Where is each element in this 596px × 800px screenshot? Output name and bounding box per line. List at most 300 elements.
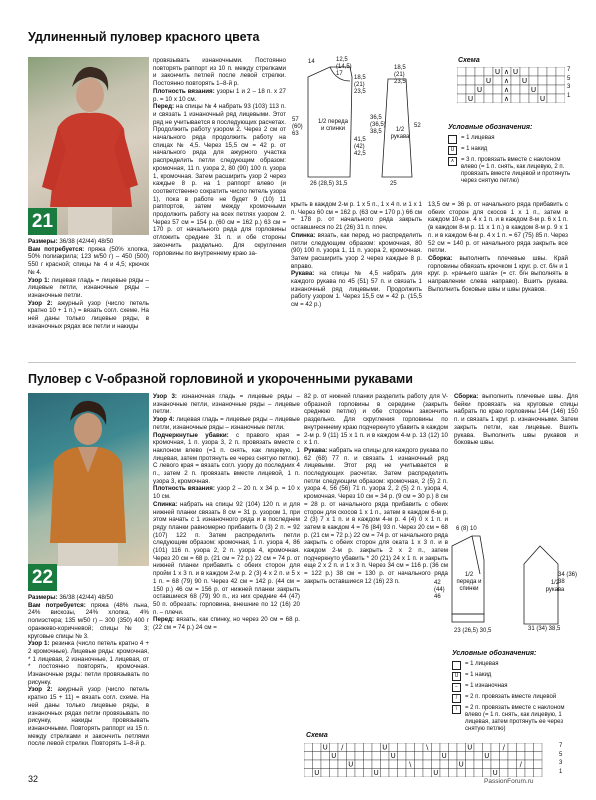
chart-symbol: / xyxy=(341,743,344,752)
legend-text: = 1 накид xyxy=(461,146,488,152)
chart-cell xyxy=(398,760,407,769)
chart-row-numbers-2 xyxy=(559,742,562,776)
paragraph-heading: Узор 1: xyxy=(28,640,52,648)
dim-side-a: 57 (60) 63 xyxy=(292,117,303,137)
chart-cell xyxy=(493,94,502,103)
chart-cell xyxy=(556,94,565,103)
chart-cell xyxy=(556,67,565,76)
chart-cell xyxy=(547,94,556,103)
chart-cell xyxy=(432,743,441,752)
row-number: 1 xyxy=(559,768,563,775)
legend-text: = 3 п. провязать вместе с наклоном влево (= 1 п. снять, как лицевую, 2 п. провязать вместе лицевой и протянуть через снятую петлю) xyxy=(461,157,571,184)
paragraph-text: пряжа (50% хлопка, 50% полиакрила; 123 м/50 г) – 450 (500) 550 г красной; спицы № 4 и 4,5; крючок № 4. xyxy=(28,245,149,276)
paragraph-text: выполнить плечевые швы. Для бейки провязать на круговые спицы набрать по краю горловины 144 (146) 150 п. и связать 1 круг. р. изнаночными. Затем закрыть петли, как лицевые. Вшить рукава. Выполнить швы рукавов и боковые швы. xyxy=(454,393,578,447)
chart-cell xyxy=(423,752,432,761)
chart-cell xyxy=(449,752,458,761)
chart-cell xyxy=(372,752,381,761)
section-divider xyxy=(28,362,576,363)
chart-cell xyxy=(432,752,441,761)
chart-cell xyxy=(466,67,475,76)
chart-cell xyxy=(517,743,526,752)
chart-cell xyxy=(493,76,502,85)
chart-cell xyxy=(475,76,484,85)
paragraph xyxy=(153,616,300,631)
paragraph-text: пряжа (48% льна, 24% вискозы, 24% хлопка, 4% полиэстера; 135 м/50 г) – 300 (350) 400 г оранжево-коричневой; спицы № 3; круговые спицы № 3. xyxy=(28,601,149,640)
paragraph-text: на спицы № 4 набрать 93 (103) 113 п. и связать 1 изнаночный ряд лицевыми. Этот ряд не учитывается в последующих расчетах. Продолжить работу узором 2. Через 2 см от начального ряда продолжить работу на спицах № 4,5. Через 15,5 см = 42 р. от начального ряда для ажурного участка распределить петли следующим образом: кромочная, 11 п. узора 2, 80 (90) 100 п. узора 1, кромочная. Затем расширить узор 2 через каждые 8 р. на 1 раппорт влево (и соответственно сократить число петель узора 1), пока в работе не будет 9 (10) 11 раппортов, затем между кромочными продолжить работу на всех петлях узором 2. Через 57 см = 154 р. (60 см = 162 р.) 63 см = 170 р. от начального ряда для горловины отложить средние 31 п. и обе стороны закончить раздельно. Для скругления горловины по внутреннему краю за- xyxy=(153,103,286,257)
legend-symbol xyxy=(448,135,457,144)
chart-cell xyxy=(534,769,543,778)
chart-symbol: U xyxy=(433,769,439,777)
chart-cell xyxy=(355,743,364,752)
paragraph-text: набрать на спицы для каждого рукава по 62 (68) 77 п. и связать 1 изнаночный ряд лицевыми. Этот ряд не учитывается в последующих расчетах. Затем распределить петли следующим образом: кромочная, 2 (5) 2 п. узора 4, 56 (56) 71 п. узора 2, 2 (5) 2 п. узора 4, кромочная. Через 10 см = 34 р. (9 см = 30 р.) 8 см = 28 р. от начального ряда прибавить с обеих сторон для скосов 1 х 1 п., затем в каждом 6-м р. 2 (3) 7 х 1 п. и в каждом 4-м р. 4 (4) 0 х 1 п. и затем в каждом 4 = 76 (84) 93 п. Через 20 см = 68 р. (21 см = 72 р.) 22 см = 74 р. от начального ряда закрыть с обеих сторон для оката 1 х 3 п. и в каждом 2-м р. закрыть 2 х 2 п., затем подчеркнуто убавить * 20 (21) 24 х 1 п. и закрыть еще 2 х 2 п. и 1 х 3 п. Через 34 см = 116 р. (36 см = 122 р.) 38 см = 130 р. от начального ряда закрыть оставшиеся 12 (16) 23 п. xyxy=(304,446,448,585)
chart-cell xyxy=(449,743,458,752)
paragraph xyxy=(28,238,149,246)
chart-cell xyxy=(483,760,492,769)
chart-cell xyxy=(511,76,520,85)
paragraph xyxy=(28,640,149,686)
section-title-v-neck-pullover: Пуловер с V-образной горловиной и укороченными рукавами xyxy=(28,372,413,386)
paragraph xyxy=(28,686,149,748)
section-title-red-pullover: Удлиненный пуловер красного цвета xyxy=(28,30,260,44)
chart-cell xyxy=(398,752,407,761)
legend-symbol: / xyxy=(452,694,461,703)
chart-cell xyxy=(475,94,484,103)
chart-cell xyxy=(538,76,547,85)
legend-item xyxy=(452,694,582,703)
chart-cell xyxy=(466,85,475,94)
chart-cell xyxy=(474,752,483,761)
legend-text: = 1 накид xyxy=(465,672,492,678)
chart-cell xyxy=(493,85,502,94)
paragraph-text: вязать, как спинку, но через 20 см = 68 р. (22 см = 74 р.) 24 см = xyxy=(153,616,300,632)
paragraph xyxy=(153,432,300,486)
paragraph: провязывать изнаночными. Постоянно повторять раппорт из 10 п. между стрелками и закончить петлей после левой стрелки. Постоянно повторять 1–8-й р. xyxy=(153,57,286,88)
chart-cell xyxy=(415,752,424,761)
chart-cell xyxy=(525,752,534,761)
paragraph-text: лицевая гладь = лицевые ряды – лицевые петли, изнаночные ряды – изнаночные петли. xyxy=(28,276,149,299)
chart-cell xyxy=(338,752,347,761)
paragraph-text: изнаночная гладь = лицевые ряды – изнаночные петли, изнаночные ряды – лицевые петли. xyxy=(153,393,300,416)
dim-top-a: 14 xyxy=(308,59,315,65)
paragraph-heading: Вам потребуется: xyxy=(28,601,92,609)
chart-cell xyxy=(457,743,466,752)
legend-item xyxy=(452,683,582,692)
text-column-1 xyxy=(28,594,149,748)
paragraph-heading: Сборка: xyxy=(428,254,460,262)
chart-cell xyxy=(347,743,356,752)
chart-cell xyxy=(491,752,500,761)
row-number: 5 xyxy=(559,751,563,758)
dim-side-b: 41,5 (42) 42,5 xyxy=(354,137,366,157)
chart-cell xyxy=(484,94,493,103)
chart-cell xyxy=(474,743,483,752)
paragraph: 13,5 см = 36 р. от начального ряда прибавить с обеих сторон для скосов 1 х 1 п., затем в каждом 10-м р. 4 х 1 п. и в каждом 8-м р. 6 х 1 п. (в каждом 8-м р. 11 х 1 п.) в каждом 8-м р. 9 х 1 п. и в каждом 6-м р. 4 х 1 п. = 67 (75) 85 п. Через 52 см = 140 р. от начального ряда закрыть все петли. xyxy=(428,201,568,255)
chart-cell xyxy=(511,85,520,94)
chart-cell xyxy=(500,760,509,769)
chart-cell xyxy=(484,67,493,76)
paragraph xyxy=(28,300,149,331)
chart-cell xyxy=(538,67,547,76)
chart-cell xyxy=(529,76,538,85)
model-illustration xyxy=(28,393,149,566)
chart-symbol: ∧ xyxy=(503,76,510,86)
chart-symbol: \ xyxy=(409,760,412,769)
chart-cell xyxy=(381,752,390,761)
site-watermark: PassionForum.ru xyxy=(484,778,534,785)
paragraph xyxy=(153,416,300,431)
dim-waist: 26 (28,5) 31,5 xyxy=(310,181,348,187)
paragraph-text: ажурный узор (число петель кратно 10 + 1 п.) = вязать согл. схеме. На ней даны только лицевые ряды, в изнаночных рядах все петли и накиды xyxy=(28,299,149,330)
chart-cell xyxy=(330,760,339,769)
paragraph-heading: Перед: xyxy=(153,616,177,624)
label-front-back: 1/2 переда и спинки xyxy=(318,119,348,132)
chart-cell xyxy=(457,769,466,778)
chart-cell xyxy=(484,85,493,94)
chart-symbol: U xyxy=(492,769,498,777)
chart-cell xyxy=(330,743,339,752)
chart-symbol: U xyxy=(521,76,528,86)
paragraph xyxy=(454,393,578,447)
paragraph xyxy=(153,103,286,257)
chart-cell xyxy=(538,85,547,94)
chart-symbol: U xyxy=(485,76,492,86)
chart-cell xyxy=(466,76,475,85)
chart-symbol: ∧ xyxy=(503,85,510,95)
chart-cell xyxy=(511,94,520,103)
text-column-2 xyxy=(153,393,300,632)
paragraph-heading: Размеры: xyxy=(28,594,60,601)
legend-symbol: \ xyxy=(452,705,461,714)
legend-item xyxy=(452,672,582,681)
chart-symbol: U xyxy=(390,752,396,761)
chart-cell xyxy=(525,760,534,769)
pattern-diagram-1 xyxy=(290,57,425,197)
chart-cell xyxy=(534,752,543,761)
paragraph-text: узоры 1 и 2 – 18 п. х 27 р. = 10 х 10 см. xyxy=(153,87,286,103)
chart-cell xyxy=(508,743,517,752)
knitting-chart-1 xyxy=(457,67,565,108)
chart-cell xyxy=(304,743,313,752)
chart-cell xyxy=(449,769,458,778)
chart-symbol: U xyxy=(314,769,320,777)
paragraph-heading: Узор 2: xyxy=(28,686,58,694)
chart-cell xyxy=(381,769,390,778)
dim-top-c: 12,5 (14,5) 17 xyxy=(336,57,352,77)
chart-cell xyxy=(517,769,526,778)
chart-cell xyxy=(398,769,407,778)
chart-cell xyxy=(500,769,509,778)
chart-symbol: U xyxy=(348,760,354,769)
chart-cell xyxy=(483,743,492,752)
chart-cell xyxy=(389,760,398,769)
chart-symbol: U xyxy=(458,760,464,769)
chart-cell xyxy=(534,743,543,752)
chart-cell xyxy=(398,743,407,752)
dim-height: 42 (44) 46 xyxy=(434,580,445,600)
legend-title-1: Условные обозначения: xyxy=(448,124,533,131)
legend-symbol xyxy=(452,661,461,670)
paragraph-text: лицевая гладь = лицевые ряды – лицевые петли, изнаночные ряды – изнаночные петли. xyxy=(153,416,300,431)
dim-sleeve-bottom: 25 xyxy=(390,181,397,187)
row-number: 7 xyxy=(559,743,563,749)
paragraph-heading: Узор 3: xyxy=(153,393,182,400)
chart-cell xyxy=(457,85,466,94)
text-column-4 xyxy=(428,201,568,293)
legend-list-2 xyxy=(452,661,582,735)
chart-cell xyxy=(415,760,424,769)
dim-sleeve-side: 36,5 (36,5) 38,5 xyxy=(370,115,386,135)
chart-cell xyxy=(372,760,381,769)
paragraph-heading: Узор 4: xyxy=(153,416,177,424)
chart-cell xyxy=(508,769,517,778)
chart-cell xyxy=(440,743,449,752)
chart-cell xyxy=(475,67,484,76)
chart-cell xyxy=(508,760,517,769)
chart-symbol: U xyxy=(539,94,546,103)
dim-top: 6 (8) 10 xyxy=(456,526,477,532)
chart-cell xyxy=(466,769,475,778)
chart-cell xyxy=(406,769,415,778)
paragraph xyxy=(153,88,286,103)
row-number: 1 xyxy=(567,92,571,99)
paragraph-heading: Размеры: xyxy=(28,238,60,245)
chart-cell xyxy=(520,67,529,76)
paragraph: 82 р. от нижней планки разделить работу для V-образной горловины в середине (закрыть среднюю петлю) и обе стороны закончить раздельно. Для скругления горловины по внутреннему краю подчеркнуто убавить в каждом 2-м р. 9 (11) 15 х 1 п. и в каждом 4-м р. 13 (12) 10 х 1 п. xyxy=(304,393,448,447)
schema-title-1: Схема xyxy=(458,57,480,64)
paragraph-heading: Сборка: xyxy=(454,393,483,400)
legend-title-2: Условные обозначения: xyxy=(452,650,537,657)
chart-cell xyxy=(406,752,415,761)
chart-cell xyxy=(491,760,500,769)
legend-item xyxy=(452,661,582,670)
paragraph-text: 36/38 (42/44) 48/50 xyxy=(59,238,114,245)
text-column-2 xyxy=(153,57,286,257)
paragraph-heading: Плотность вязания: xyxy=(153,87,217,95)
paragraph-text: вязать, как перед, но распределить петли следующим образом: кромочная, 80 (90) 100 п. узора 1, 11 п. узора 2, кромочная. Затем расширить узор 2 через каждые 8 р. вправо. xyxy=(291,231,422,270)
paragraph-heading: Узор 1: xyxy=(28,276,52,284)
dim-mid-a: 18,5 (21) 23,5 xyxy=(354,75,366,95)
chart-symbol: U xyxy=(484,752,490,761)
paragraph-heading: Перед: xyxy=(153,103,177,111)
row-number: 7 xyxy=(567,67,571,73)
chart-cell xyxy=(364,752,373,761)
paragraph-heading: Рукава: xyxy=(291,270,320,278)
dim-sleeve-bottom: 31 (34) 38,5 xyxy=(528,626,561,632)
chart-cell xyxy=(466,752,475,761)
chart-cell xyxy=(508,752,517,761)
chart-cell xyxy=(556,85,565,94)
text-column-3 xyxy=(304,393,448,586)
chart-symbol: U xyxy=(331,752,337,761)
chart-cell xyxy=(355,760,364,769)
legend-symbol: ∧ xyxy=(448,157,457,166)
chart-symbol: ∧ xyxy=(503,67,510,77)
chart-symbol: / xyxy=(502,743,505,752)
chart-cell xyxy=(525,743,534,752)
chart-cell xyxy=(304,769,313,778)
paragraph xyxy=(153,485,300,500)
text-column-4 xyxy=(454,393,578,447)
paragraph xyxy=(153,393,300,416)
chart-cell xyxy=(313,760,322,769)
paragraph xyxy=(28,594,149,602)
legend-text: = 1 лицевая xyxy=(465,661,499,667)
model-number-22: 22 xyxy=(28,564,57,591)
chart-symbol: U xyxy=(441,752,447,761)
chart-cell xyxy=(440,760,449,769)
paragraph xyxy=(291,270,422,309)
chart-cell xyxy=(474,769,483,778)
paragraph-text: набрать на спицы 92 (104) 120 п. и для нижней планки связать 8 см = 31 р. узором 1, при этом начать с 1 изнаночного ряда и в последнем ряду планки равномерно прибавить 0 (3) 2 п. = 92 (107) 122 п. Затем распределить петли следующим образом: кромочная, 1 п. узора 4, 86 (101) 116 п. узора 2, 2 п. узора 4, кромочная. Через 20 см = 68 р. (21 см = 72 р.) 22 см = 74 р. от нижней планки прибавить с обеих сторон для пройм 1 х 3 п. и в каждом 2-м р. 2 (3) 4 х 2 п. и 5 х 1 п. = 68 (79) 90 п. Через 42 см = 142 р. (44 см = 150 р.) 46 см = 156 р. от нижней планки закрыть оставшиеся 68 (79) 90 п., из них средние 44 (47) 50 п. обрезать: горловина, внешние по 12 (16) 20 п. – плечи. xyxy=(153,500,300,616)
paragraph-heading: Рукава: xyxy=(304,446,330,454)
chart-symbol: ∧ xyxy=(503,94,510,103)
chart-cell xyxy=(364,743,373,752)
chart-cell xyxy=(389,769,398,778)
chart-cell xyxy=(432,760,441,769)
row-number: 5 xyxy=(567,75,571,82)
legend-item xyxy=(452,705,582,733)
legend-symbol: U xyxy=(448,146,457,155)
chart-symbol: / xyxy=(519,760,522,769)
legend-item xyxy=(448,135,578,144)
chart-cell xyxy=(313,752,322,761)
chart-symbol: U xyxy=(373,769,379,777)
chart-cell xyxy=(529,94,538,103)
chart-symbol: U xyxy=(512,67,519,77)
chart-cell xyxy=(525,769,534,778)
legend-text: = 2 п. провязать вместе с наклоном влево (= 1 п. снять, как лицевую, 1 лицевая, затем протянуть ее через снятую петлю) xyxy=(465,705,565,732)
paragraph-heading: Спинка: xyxy=(291,231,318,239)
legend-item xyxy=(448,146,578,155)
chart-cell xyxy=(529,67,538,76)
chart-cell xyxy=(491,743,500,752)
chart-cell xyxy=(364,769,373,778)
chart-symbol: U xyxy=(322,743,328,752)
paragraph-heading: Спинка: xyxy=(153,500,181,508)
dim-sleeve-h: 52 xyxy=(414,123,421,129)
chart-cell xyxy=(547,67,556,76)
chart-cell xyxy=(547,76,556,85)
paragraph xyxy=(428,255,568,294)
chart-cell xyxy=(547,85,556,94)
chart-symbol: U xyxy=(467,94,474,103)
chart-cell xyxy=(457,76,466,85)
chart-cell xyxy=(338,760,347,769)
chart-cell xyxy=(347,769,356,778)
dim-sleeve-side: 34 (36) 38 xyxy=(558,572,578,585)
paragraph-text: ажурный узор (число петель кратно 15 + 11) = вязать согл. схеме. На ней даны только лицевые ряды, в изнаночных рядах петли провязывать по рисунку, накиды провязывать изнаночными. Повторять раппорт из 15 п. между стрелками и закончить петлями после левой стрелки. Повторять 1–8-й р. xyxy=(28,686,149,748)
pattern-diagram-2 xyxy=(432,524,580,644)
chart-cell xyxy=(321,752,330,761)
text-column-1 xyxy=(28,238,149,330)
chart-cell xyxy=(355,769,364,778)
legend-text: = 2 п. провязать вместе лицевой xyxy=(465,694,557,700)
chart-row-numbers-1 xyxy=(567,66,570,100)
paragraph xyxy=(28,246,149,277)
paragraph-heading: Подчеркнутые убавки: xyxy=(153,431,237,439)
chart-symbol: \ xyxy=(426,743,429,752)
legend-symbol: U xyxy=(452,672,461,681)
row-number: 3 xyxy=(567,84,571,90)
paragraph-text: выполнить плечевые швы. Край горловины обвязать крючком 1 круг. р. ст. б/н и 1 круг. р. «рачьего шага» (= ст. б/н выполнять в направлении слева направо). Вшить рукава. Выполнить боковые швы и швы рукавов. xyxy=(428,254,568,293)
chart-cell xyxy=(474,760,483,769)
chart-cell xyxy=(415,743,424,752)
paragraph xyxy=(28,277,149,300)
chart-cell xyxy=(500,752,509,761)
chart-symbol: U xyxy=(467,743,473,752)
photo-v-neck-pullover xyxy=(28,393,149,566)
paragraph-heading: Плотность вязания: xyxy=(153,485,218,493)
paragraph-text: узор 2 – 20 п. х 34 р. = 10 х 10 см. xyxy=(153,485,300,501)
chart-cell xyxy=(423,760,432,769)
chart-cell xyxy=(304,760,313,769)
chart-cell xyxy=(406,743,415,752)
chart-cell xyxy=(364,760,373,769)
paragraph-text: на спицы № 4,5 набрать для каждого рукава по 45 (51) 57 п. и связать 1 изнаночный ряд лицевыми. Продолжить работу узором 1. Через 15,5 см = 42 р. (15,5 см = 42 р.) xyxy=(291,270,422,309)
chart-cell xyxy=(372,743,381,752)
chart-cell xyxy=(556,76,565,85)
chart-cell xyxy=(517,752,526,761)
chart-cell xyxy=(304,752,313,761)
paragraph xyxy=(153,501,300,617)
chart-cell xyxy=(449,760,458,769)
chart-symbol: U xyxy=(382,743,388,752)
chart-cell xyxy=(389,743,398,752)
chart-cell xyxy=(321,769,330,778)
chart-symbol: U xyxy=(476,85,483,95)
chart-cell xyxy=(457,752,466,761)
legend-text: = 1 изнаночная xyxy=(465,683,508,689)
chart-cell xyxy=(483,769,492,778)
paragraph xyxy=(304,447,448,586)
paragraph: крыть в каждом 2-м р. 1 х 5 п., 1 х 4 п. и 1 х 1 п. Через 60 см = 162 р. (63 см = 170 р.) 66 см = 178 р. от начального ряда закрыть оставшиеся по 21 (26) 31 п. плеч. xyxy=(291,201,422,232)
schema-title-2: Схема xyxy=(306,732,328,739)
chart-cell xyxy=(313,743,322,752)
chart-cell xyxy=(534,760,543,769)
chart-cell xyxy=(466,760,475,769)
chart-cell xyxy=(520,94,529,103)
chart-cell xyxy=(423,769,432,778)
paragraph-text: 36/38 (42/44) 48/50 xyxy=(59,594,114,601)
chart-cell xyxy=(381,760,390,769)
dim-sleeve-top: 18,5 (21) 23,5 xyxy=(394,65,406,85)
model-number-21: 21 xyxy=(28,208,57,235)
chart-cell xyxy=(415,769,424,778)
chart-cell xyxy=(355,752,364,761)
dim-bottom: 23 (26,5) 30,5 xyxy=(454,628,492,634)
chart-cell xyxy=(457,94,466,103)
paragraph-heading: Вам потребуется: xyxy=(28,245,88,253)
knitting-chart-2 xyxy=(304,743,556,782)
legend-list-1 xyxy=(448,135,578,187)
label-sleeve: 1/2 рукава xyxy=(545,580,565,593)
paragraph-heading: Узор 2: xyxy=(28,299,58,307)
paragraph-text: с правого края = кромочная, 1 п. узора 3, 2 п. провязать вместе с наклоном влево (=1 п. снять, как лицевую, 1 лицевая, затем протянуть ее через снятую петлю). С левого края = вязать согл. узору до последних 4 п., затем 2 п. провязать вместе лицевой, 1 п. узора 3, кромочная. xyxy=(153,431,300,485)
label-sleeve: 1/2 рукава xyxy=(390,127,410,140)
paragraph xyxy=(291,232,422,271)
chart-cell xyxy=(520,85,529,94)
chart-cell xyxy=(440,769,449,778)
legend-item xyxy=(448,157,578,185)
text-column-3 xyxy=(291,201,422,309)
legend-text: = 1 лицевая xyxy=(461,135,495,141)
legend-symbol: − xyxy=(452,683,461,692)
page-number: 32 xyxy=(28,774,39,784)
label-front-back: 1/2 переда и спинки xyxy=(456,572,482,592)
chart-cell xyxy=(338,769,347,778)
paragraph-text: резинка (число петель кратно 4 + 2 кромочные). Лицевые ряды: кромочная, * 1 лицевая, 2 изнаночные, 1 лицевая, от * постоянно повторять, кромочная. Изнаночные ряды: петли провязывать по рисунку. xyxy=(28,640,149,686)
row-number: 3 xyxy=(559,760,563,766)
